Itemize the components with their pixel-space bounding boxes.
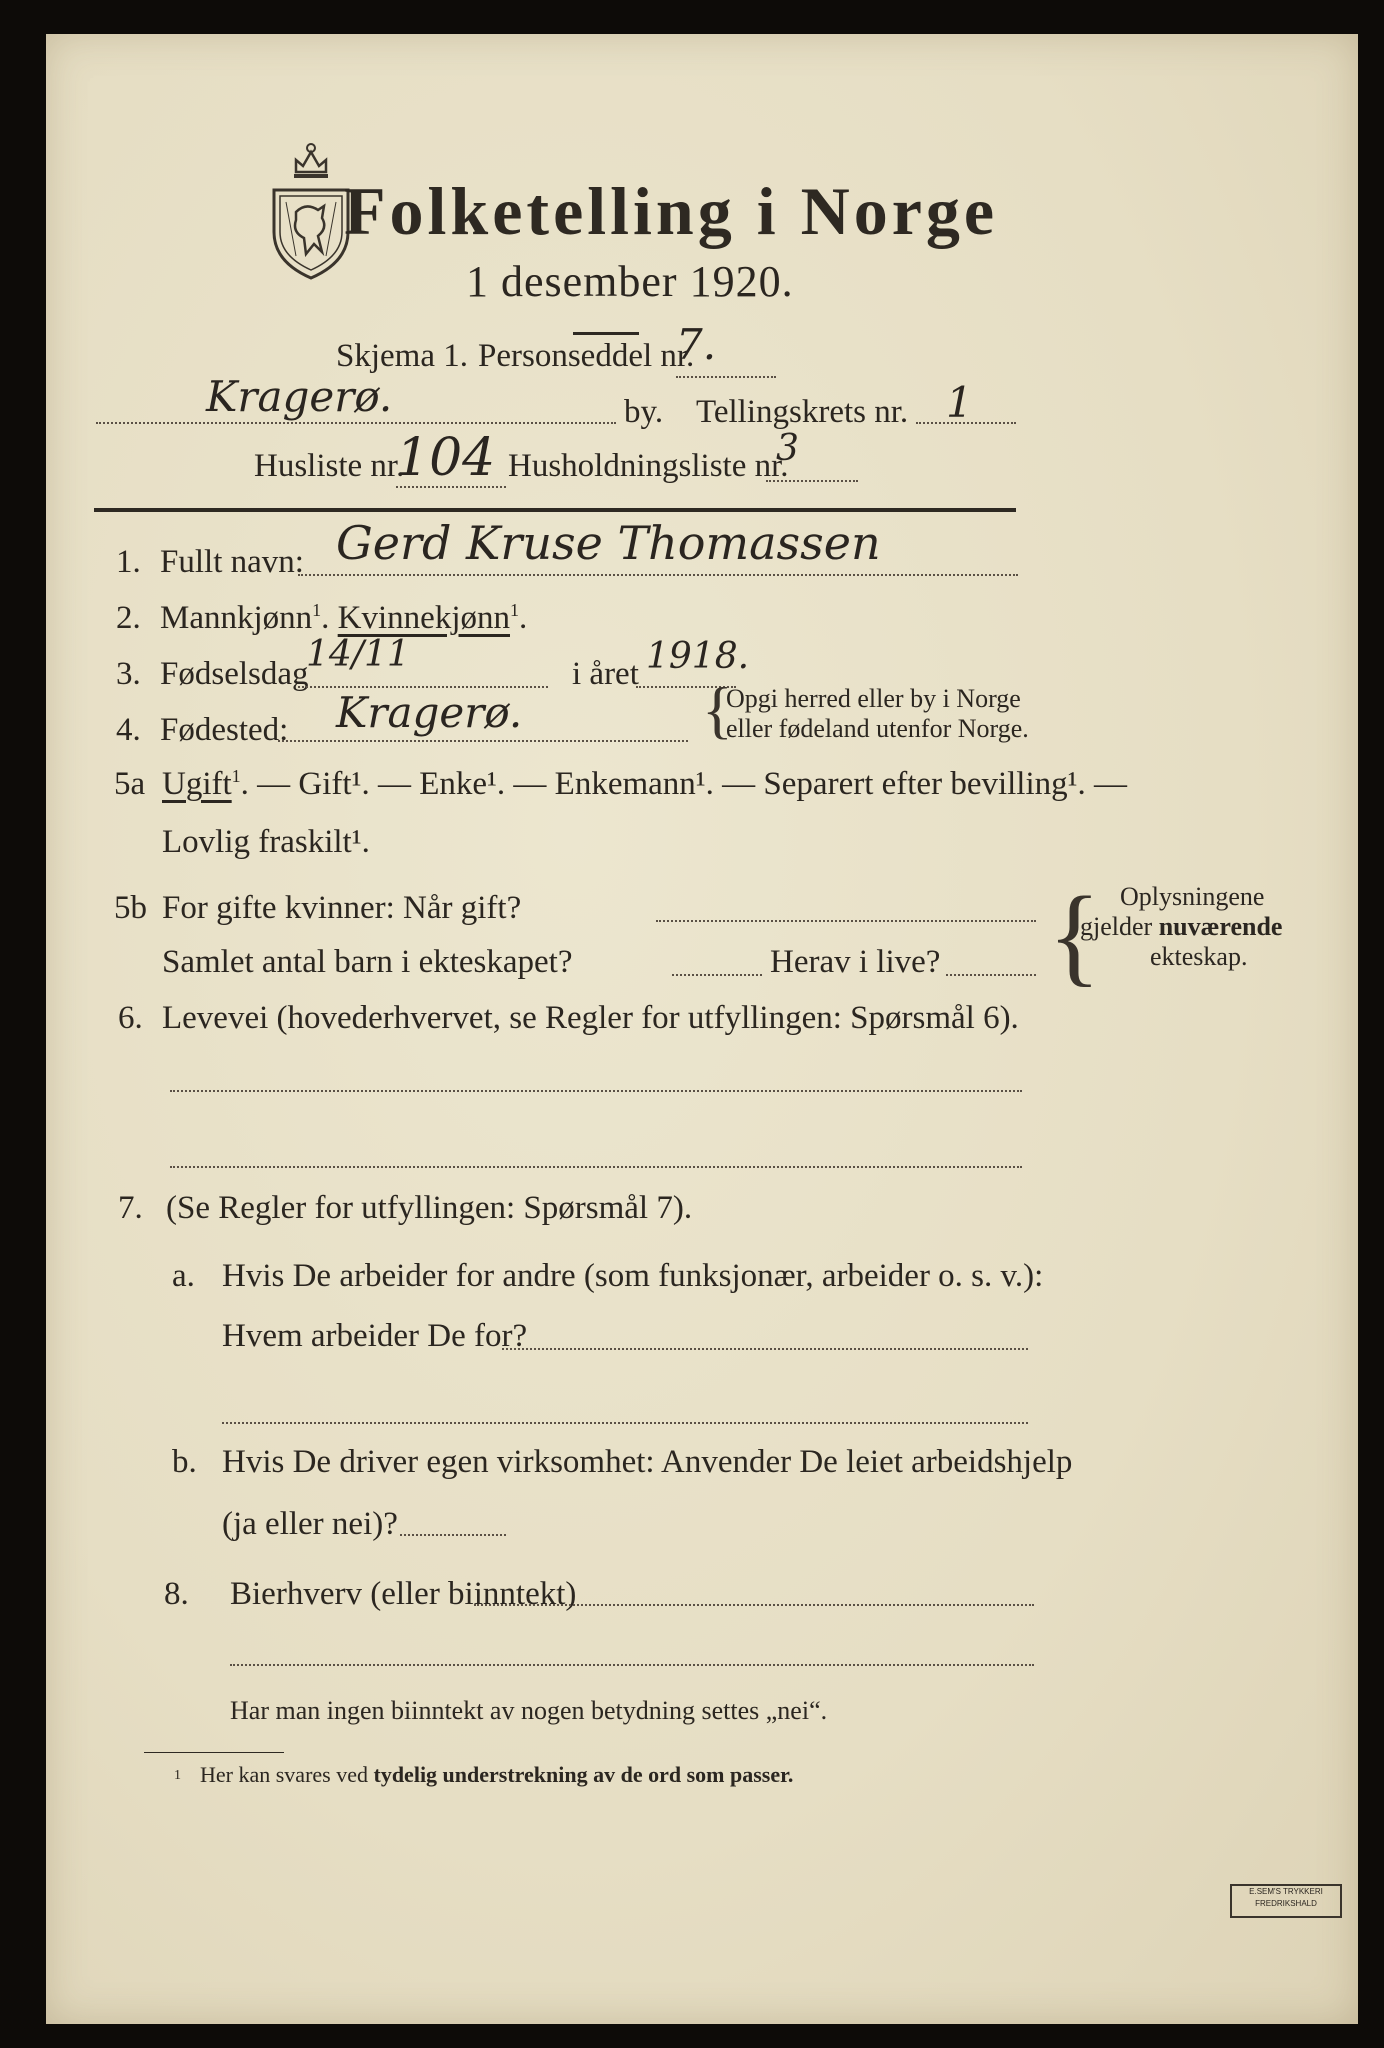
q6-number: 6.: [118, 1000, 143, 1036]
children-alive-line: [946, 974, 1036, 976]
q7a-label: Hvis De arbeider for andre (som funksjonær, arbeider o. s. v.):: [222, 1258, 1044, 1294]
q5b-number: 5b: [114, 890, 147, 926]
q4-note-line1: Opgi herred eller by i Norge: [726, 684, 1021, 713]
full-name-value[interactable]: Gerd Kruse Thomassen: [336, 516, 881, 570]
birth-year-value[interactable]: 1918.: [646, 636, 750, 677]
q5b-note-line1: Oplysningene: [1120, 882, 1265, 911]
q7-label: (Se Regler for utfyllingen: Spørsmål 7).: [166, 1190, 693, 1226]
marital-status-options: [162, 766, 1127, 803]
husliste-label: Husliste nr.: [254, 448, 405, 484]
q8-note: Har man ingen biinntekt av nogen betydning settes „nei“.: [230, 1696, 828, 1725]
tellingskrets-label: Tellingskrets nr.: [696, 394, 909, 430]
census-form-paper: [46, 34, 1358, 2024]
hired-help-label: (ja eller nei)?: [222, 1506, 398, 1542]
husholdning-label: Husholdningsliste nr.: [508, 448, 789, 484]
ugift-option[interactable]: Ugift: [162, 766, 232, 802]
q4-brace: {: [702, 674, 733, 745]
skjema-label: Skjema 1.: [336, 338, 468, 374]
employer-label: Hvem arbeider De for?: [222, 1318, 528, 1354]
tellingskrets-line: [916, 422, 1016, 424]
gender-options: Mannkjønn$^1$. Kvinnekjønn$^1$.: [160, 600, 528, 636]
side-income-line-2: [230, 1664, 1034, 1666]
q5a-number: 5a: [114, 766, 146, 802]
when-married-line: [656, 920, 1036, 922]
livelihood-line-2: [170, 1166, 1022, 1168]
children-count-label: Samlet antal barn i ekteskapet?: [162, 944, 573, 980]
employer-line-1: [502, 1348, 1028, 1350]
census-date: 1 desember 1920.: [466, 257, 794, 306]
q1-number: 1.: [116, 544, 141, 580]
full-name-line: [298, 574, 1018, 576]
q7a-letter: a.: [172, 1258, 195, 1294]
city-value[interactable]: Kragerø.: [206, 372, 393, 421]
footnote-ref: 1: [510, 600, 519, 620]
mannkjonn-option[interactable]: Mannkjønn: [160, 600, 313, 636]
by-label: by.: [624, 394, 664, 430]
q6-label: Levevei (hovederhvervet, se Regler for utfyllingen: Spørsmål 6).: [162, 1000, 1019, 1036]
hired-help-line: [400, 1534, 506, 1536]
footnote-divider: [144, 1752, 284, 1753]
tellingskrets-value[interactable]: 1: [946, 378, 973, 427]
q3-number: 3.: [116, 656, 141, 692]
birthday-value[interactable]: 14/11: [306, 634, 410, 675]
livelihood-line-1: [170, 1090, 1022, 1092]
header-divider: [94, 508, 1016, 512]
side-income-line-1: [474, 1604, 1034, 1606]
q5b-note-line2: gjelder nuværende: [1080, 912, 1283, 941]
q4-number: 4.: [116, 712, 141, 748]
husliste-line: [396, 486, 506, 488]
footnote-text: Her kan svares ved tydelig understrekning av de ord som passer.: [200, 1762, 794, 1787]
personseddel-line: [676, 376, 776, 378]
form-title: Folketelling i Norge: [344, 173, 999, 249]
birthplace-value[interactable]: Kragerø.: [336, 688, 523, 737]
q2-number: 2.: [116, 600, 141, 636]
husholdning-line: [766, 480, 858, 482]
q7b-label: Hvis De driver egen virksomhet: Anvender De leiet arbeidshjelp: [222, 1444, 1073, 1480]
q8-label: Bierhverv (eller biinntekt): [230, 1576, 577, 1612]
title-divider: [573, 332, 639, 335]
city-line: [96, 422, 616, 424]
children-count-line: [672, 974, 762, 976]
lovlig-fraskilt-option[interactable]: Lovlig fraskilt¹.: [162, 824, 370, 860]
q1-label: Fullt navn:: [160, 544, 304, 580]
personseddel-label: Personseddel nr.: [478, 338, 695, 374]
norwegian-coat-of-arms-icon: [266, 132, 356, 282]
husliste-value[interactable]: 104: [396, 428, 496, 488]
footnote-ref: 1: [231, 766, 241, 786]
children-alive-label: Herav i live?: [770, 944, 941, 980]
footnote-ref: 1: [312, 600, 322, 620]
q5b-note-line3: ekteskap.: [1150, 942, 1248, 971]
q7b-letter: b.: [172, 1444, 197, 1480]
personseddel-value[interactable]: 7.: [676, 320, 717, 369]
q4-note-line2: eller fødeland utenfor Norge.: [726, 714, 1029, 743]
q4-label: Fødested:: [160, 712, 289, 748]
q3-label: Fødselsdag: [160, 656, 309, 692]
employer-line-2: [222, 1422, 1028, 1424]
q8-number: 8.: [164, 1576, 189, 1612]
husholdning-value[interactable]: 3: [776, 428, 799, 469]
footnote-marker: 1: [174, 1768, 181, 1783]
when-married-label: For gifte kvinner: Når gift?: [162, 890, 522, 926]
birthplace-line: [278, 740, 688, 742]
marital-other-options[interactable]: . — Gift¹. — Enke¹. — Enkemann¹. — Separert efter bevilling¹. —: [240, 766, 1128, 802]
birth-year-label: i året: [572, 656, 639, 692]
q7-number: 7.: [118, 1190, 143, 1226]
printer-stamp: E.SEM'S TRYKKERI FREDRIKSHALD: [1230, 1884, 1342, 1918]
kvinnekjonn-option[interactable]: Kvinnekjønn: [337, 600, 510, 636]
q5b-brace: {: [1048, 874, 1101, 996]
